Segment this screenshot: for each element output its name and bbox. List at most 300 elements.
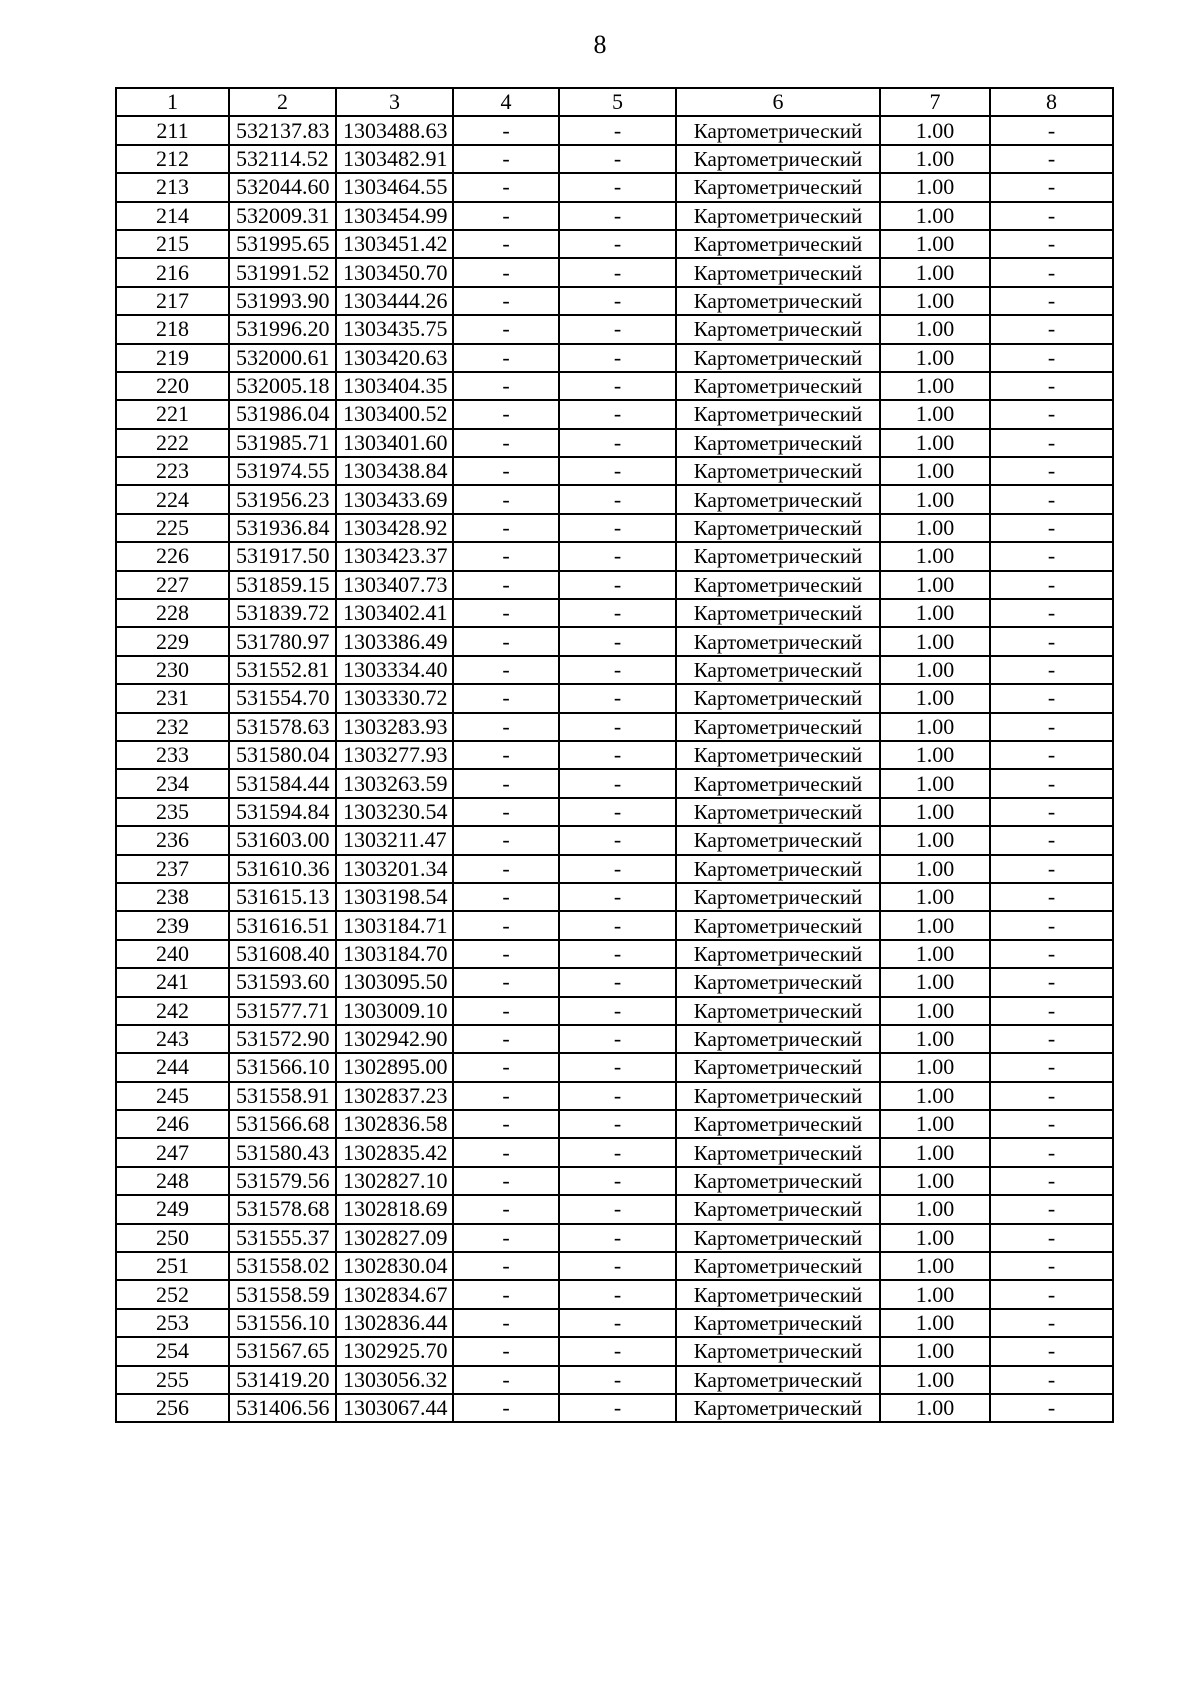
accuracy-cell: 1.00 xyxy=(880,116,990,144)
col-8-value-cell: - xyxy=(990,372,1113,400)
x-coordinate-cell: 531552.81 xyxy=(229,656,336,684)
col-5-value-cell: - xyxy=(559,173,676,201)
point-number-cell: 223 xyxy=(116,457,229,485)
y-coordinate-cell: 1303067.44 xyxy=(336,1394,453,1422)
x-coordinate-cell: 531584.44 xyxy=(229,769,336,797)
x-coordinate-cell: 531556.10 xyxy=(229,1309,336,1337)
accuracy-cell: 1.00 xyxy=(880,883,990,911)
col-4-value-cell: - xyxy=(453,769,559,797)
table-row xyxy=(116,1195,1113,1223)
table-body xyxy=(116,116,1113,1422)
accuracy-cell: 1.00 xyxy=(880,1082,990,1110)
col-5-value-cell: - xyxy=(559,400,676,428)
accuracy-cell: 1.00 xyxy=(880,1252,990,1280)
y-coordinate-cell: 1303201.34 xyxy=(336,855,453,883)
point-number-cell: 231 xyxy=(116,684,229,712)
method-cell: Картометрический xyxy=(676,1366,880,1394)
accuracy-cell: 1.00 xyxy=(880,1025,990,1053)
table-row xyxy=(116,400,1113,428)
table-row xyxy=(116,287,1113,315)
column-header-7: 7 xyxy=(880,88,990,116)
table-row xyxy=(116,1025,1113,1053)
x-coordinate-cell: 531406.56 xyxy=(229,1394,336,1422)
accuracy-cell: 1.00 xyxy=(880,684,990,712)
table-row xyxy=(116,656,1113,684)
col-4-value-cell: - xyxy=(453,599,559,627)
x-coordinate-cell: 531566.10 xyxy=(229,1053,336,1081)
col-5-value-cell: - xyxy=(559,116,676,144)
y-coordinate-cell: 1302942.90 xyxy=(336,1025,453,1053)
col-8-value-cell: - xyxy=(990,826,1113,854)
point-number-cell: 238 xyxy=(116,883,229,911)
method-cell: Картометрический xyxy=(676,457,880,485)
accuracy-cell: 1.00 xyxy=(880,344,990,372)
col-8-value-cell: - xyxy=(990,1110,1113,1138)
point-number-cell: 215 xyxy=(116,230,229,258)
column-header-5: 5 xyxy=(559,88,676,116)
point-number-cell: 234 xyxy=(116,769,229,797)
col-4-value-cell: - xyxy=(453,1394,559,1422)
col-5-value-cell: - xyxy=(559,997,676,1025)
method-cell: Картометрический xyxy=(676,287,880,315)
col-8-value-cell: - xyxy=(990,1280,1113,1308)
col-8-value-cell: - xyxy=(990,855,1113,883)
col-4-value-cell: - xyxy=(453,344,559,372)
x-coordinate-cell: 532005.18 xyxy=(229,372,336,400)
x-coordinate-cell: 531577.71 xyxy=(229,997,336,1025)
point-number-cell: 217 xyxy=(116,287,229,315)
method-cell: Картометрический xyxy=(676,173,880,201)
column-header-4: 4 xyxy=(453,88,559,116)
accuracy-cell: 1.00 xyxy=(880,911,990,939)
point-number-cell: 235 xyxy=(116,798,229,826)
y-coordinate-cell: 1303184.71 xyxy=(336,911,453,939)
y-coordinate-cell: 1303482.91 xyxy=(336,145,453,173)
method-cell: Картометрический xyxy=(676,230,880,258)
point-number-cell: 240 xyxy=(116,940,229,968)
table-row xyxy=(116,1280,1113,1308)
col-8-value-cell: - xyxy=(990,485,1113,513)
method-cell: Картометрический xyxy=(676,344,880,372)
y-coordinate-cell: 1303263.59 xyxy=(336,769,453,797)
table-row xyxy=(116,599,1113,627)
method-cell: Картометрический xyxy=(676,202,880,230)
table-row xyxy=(116,855,1113,883)
table-row xyxy=(116,542,1113,570)
point-number-cell: 219 xyxy=(116,344,229,372)
point-number-cell: 225 xyxy=(116,514,229,542)
accuracy-cell: 1.00 xyxy=(880,968,990,996)
col-4-value-cell: - xyxy=(453,940,559,968)
method-cell: Картометрический xyxy=(676,1195,880,1223)
col-5-value-cell: - xyxy=(559,514,676,542)
accuracy-cell: 1.00 xyxy=(880,826,990,854)
y-coordinate-cell: 1302827.10 xyxy=(336,1167,453,1195)
accuracy-cell: 1.00 xyxy=(880,400,990,428)
point-number-cell: 220 xyxy=(116,372,229,400)
method-cell: Картометрический xyxy=(676,542,880,570)
col-5-value-cell: - xyxy=(559,1366,676,1394)
table-row xyxy=(116,911,1113,939)
accuracy-cell: 1.00 xyxy=(880,769,990,797)
table-row xyxy=(116,684,1113,712)
point-number-cell: 243 xyxy=(116,1025,229,1053)
point-number-cell: 239 xyxy=(116,911,229,939)
accuracy-cell: 1.00 xyxy=(880,1309,990,1337)
point-number-cell: 249 xyxy=(116,1195,229,1223)
x-coordinate-cell: 532009.31 xyxy=(229,202,336,230)
accuracy-cell: 1.00 xyxy=(880,1366,990,1394)
col-4-value-cell: - xyxy=(453,514,559,542)
method-cell: Картометрический xyxy=(676,145,880,173)
table-row xyxy=(116,344,1113,372)
point-number-cell: 252 xyxy=(116,1280,229,1308)
point-number-cell: 246 xyxy=(116,1110,229,1138)
col-5-value-cell: - xyxy=(559,1280,676,1308)
col-8-value-cell: - xyxy=(990,145,1113,173)
point-number-cell: 232 xyxy=(116,713,229,741)
method-cell: Картометрический xyxy=(676,656,880,684)
y-coordinate-cell: 1303401.60 xyxy=(336,429,453,457)
y-coordinate-cell: 1303009.10 xyxy=(336,997,453,1025)
y-coordinate-cell: 1303404.35 xyxy=(336,372,453,400)
col-5-value-cell: - xyxy=(559,372,676,400)
x-coordinate-cell: 531996.20 xyxy=(229,315,336,343)
method-cell: Картометрический xyxy=(676,571,880,599)
table-row xyxy=(116,372,1113,400)
column-header-8: 8 xyxy=(990,88,1113,116)
y-coordinate-cell: 1303211.47 xyxy=(336,826,453,854)
y-coordinate-cell: 1302925.70 xyxy=(336,1337,453,1365)
x-coordinate-cell: 532000.61 xyxy=(229,344,336,372)
y-coordinate-cell: 1303230.54 xyxy=(336,798,453,826)
col-5-value-cell: - xyxy=(559,1224,676,1252)
col-8-value-cell: - xyxy=(990,400,1113,428)
y-coordinate-cell: 1302837.23 xyxy=(336,1082,453,1110)
accuracy-cell: 1.00 xyxy=(880,656,990,684)
col-8-value-cell: - xyxy=(990,911,1113,939)
point-number-cell: 213 xyxy=(116,173,229,201)
col-8-value-cell: - xyxy=(990,571,1113,599)
y-coordinate-cell: 1303454.99 xyxy=(336,202,453,230)
col-4-value-cell: - xyxy=(453,1252,559,1280)
point-number-cell: 221 xyxy=(116,400,229,428)
col-5-value-cell: - xyxy=(559,1082,676,1110)
point-number-cell: 236 xyxy=(116,826,229,854)
table-row xyxy=(116,315,1113,343)
col-5-value-cell: - xyxy=(559,968,676,996)
table-row xyxy=(116,485,1113,513)
col-8-value-cell: - xyxy=(990,1082,1113,1110)
x-coordinate-cell: 531578.68 xyxy=(229,1195,336,1223)
col-4-value-cell: - xyxy=(453,826,559,854)
col-5-value-cell: - xyxy=(559,1394,676,1422)
col-5-value-cell: - xyxy=(559,599,676,627)
col-5-value-cell: - xyxy=(559,826,676,854)
accuracy-cell: 1.00 xyxy=(880,514,990,542)
point-number-cell: 253 xyxy=(116,1309,229,1337)
col-4-value-cell: - xyxy=(453,713,559,741)
x-coordinate-cell: 531780.97 xyxy=(229,627,336,655)
col-5-value-cell: - xyxy=(559,911,676,939)
point-number-cell: 230 xyxy=(116,656,229,684)
col-5-value-cell: - xyxy=(559,684,676,712)
col-4-value-cell: - xyxy=(453,1110,559,1138)
accuracy-cell: 1.00 xyxy=(880,173,990,201)
col-8-value-cell: - xyxy=(990,287,1113,315)
table-row xyxy=(116,940,1113,968)
page-number: 8 xyxy=(593,30,607,59)
x-coordinate-cell: 531991.52 xyxy=(229,258,336,286)
point-number-cell: 256 xyxy=(116,1394,229,1422)
table-row xyxy=(116,997,1113,1025)
point-number-cell: 212 xyxy=(116,145,229,173)
accuracy-cell: 1.00 xyxy=(880,741,990,769)
x-coordinate-cell: 531580.04 xyxy=(229,741,336,769)
method-cell: Картометрический xyxy=(676,883,880,911)
table-row xyxy=(116,1053,1113,1081)
table-row xyxy=(116,1309,1113,1337)
method-cell: Картометрический xyxy=(676,911,880,939)
column-header-3: 3 xyxy=(336,88,453,116)
col-8-value-cell: - xyxy=(990,173,1113,201)
point-number-cell: 237 xyxy=(116,855,229,883)
col-4-value-cell: - xyxy=(453,485,559,513)
x-coordinate-cell: 531578.63 xyxy=(229,713,336,741)
col-8-value-cell: - xyxy=(990,1025,1113,1053)
point-number-cell: 211 xyxy=(116,116,229,144)
table-row xyxy=(116,258,1113,286)
accuracy-cell: 1.00 xyxy=(880,145,990,173)
point-number-cell: 244 xyxy=(116,1053,229,1081)
col-8-value-cell: - xyxy=(990,344,1113,372)
table-row xyxy=(116,1110,1113,1138)
col-4-value-cell: - xyxy=(453,400,559,428)
col-4-value-cell: - xyxy=(453,741,559,769)
accuracy-cell: 1.00 xyxy=(880,599,990,627)
col-5-value-cell: - xyxy=(559,429,676,457)
col-8-value-cell: - xyxy=(990,1224,1113,1252)
y-coordinate-cell: 1303435.75 xyxy=(336,315,453,343)
x-coordinate-cell: 531593.60 xyxy=(229,968,336,996)
accuracy-cell: 1.00 xyxy=(880,1167,990,1195)
y-coordinate-cell: 1303428.92 xyxy=(336,514,453,542)
x-coordinate-cell: 532137.83 xyxy=(229,116,336,144)
accuracy-cell: 1.00 xyxy=(880,485,990,513)
accuracy-cell: 1.00 xyxy=(880,202,990,230)
accuracy-cell: 1.00 xyxy=(880,287,990,315)
col-5-value-cell: - xyxy=(559,1025,676,1053)
col-4-value-cell: - xyxy=(453,1224,559,1252)
col-8-value-cell: - xyxy=(990,514,1113,542)
col-4-value-cell: - xyxy=(453,656,559,684)
method-cell: Картометрический xyxy=(676,1082,880,1110)
col-4-value-cell: - xyxy=(453,230,559,258)
col-4-value-cell: - xyxy=(453,145,559,173)
method-cell: Картометрический xyxy=(676,599,880,627)
x-coordinate-cell: 531917.50 xyxy=(229,542,336,570)
x-coordinate-cell: 531554.70 xyxy=(229,684,336,712)
col-4-value-cell: - xyxy=(453,1366,559,1394)
accuracy-cell: 1.00 xyxy=(880,798,990,826)
method-cell: Картометрический xyxy=(676,684,880,712)
method-cell: Картометрический xyxy=(676,1394,880,1422)
table-row xyxy=(116,769,1113,797)
col-4-value-cell: - xyxy=(453,542,559,570)
y-coordinate-cell: 1303095.50 xyxy=(336,968,453,996)
col-8-value-cell: - xyxy=(990,116,1113,144)
y-coordinate-cell: 1303386.49 xyxy=(336,627,453,655)
accuracy-cell: 1.00 xyxy=(880,627,990,655)
accuracy-cell: 1.00 xyxy=(880,230,990,258)
col-5-value-cell: - xyxy=(559,344,676,372)
y-coordinate-cell: 1303334.40 xyxy=(336,656,453,684)
x-coordinate-cell: 531419.20 xyxy=(229,1366,336,1394)
col-4-value-cell: - xyxy=(453,997,559,1025)
point-number-cell: 233 xyxy=(116,741,229,769)
col-8-value-cell: - xyxy=(990,1053,1113,1081)
point-number-cell: 241 xyxy=(116,968,229,996)
table-row xyxy=(116,1167,1113,1195)
x-coordinate-cell: 531616.51 xyxy=(229,911,336,939)
y-coordinate-cell: 1303438.84 xyxy=(336,457,453,485)
accuracy-cell: 1.00 xyxy=(880,997,990,1025)
x-coordinate-cell: 531974.55 xyxy=(229,457,336,485)
y-coordinate-cell: 1303433.69 xyxy=(336,485,453,513)
x-coordinate-cell: 531615.13 xyxy=(229,883,336,911)
table-row xyxy=(116,1366,1113,1394)
accuracy-cell: 1.00 xyxy=(880,940,990,968)
point-number-cell: 216 xyxy=(116,258,229,286)
col-4-value-cell: - xyxy=(453,116,559,144)
y-coordinate-cell: 1303198.54 xyxy=(336,883,453,911)
table-row xyxy=(116,457,1113,485)
point-number-cell: 250 xyxy=(116,1224,229,1252)
col-8-value-cell: - xyxy=(990,713,1113,741)
table-row xyxy=(116,1337,1113,1365)
y-coordinate-cell: 1303400.52 xyxy=(336,400,453,428)
method-cell: Картометрический xyxy=(676,1280,880,1308)
col-8-value-cell: - xyxy=(990,542,1113,570)
y-coordinate-cell: 1303056.32 xyxy=(336,1366,453,1394)
col-5-value-cell: - xyxy=(559,883,676,911)
method-cell: Картометрический xyxy=(676,940,880,968)
method-cell: Картометрический xyxy=(676,258,880,286)
col-5-value-cell: - xyxy=(559,457,676,485)
col-4-value-cell: - xyxy=(453,1337,559,1365)
point-number-cell: 247 xyxy=(116,1138,229,1166)
x-coordinate-cell: 531608.40 xyxy=(229,940,336,968)
y-coordinate-cell: 1302836.58 xyxy=(336,1110,453,1138)
point-number-cell: 226 xyxy=(116,542,229,570)
table-row xyxy=(116,202,1113,230)
accuracy-cell: 1.00 xyxy=(880,571,990,599)
accuracy-cell: 1.00 xyxy=(880,372,990,400)
column-header-6: 6 xyxy=(676,88,880,116)
col-5-value-cell: - xyxy=(559,940,676,968)
y-coordinate-cell: 1303402.41 xyxy=(336,599,453,627)
method-cell: Картометрический xyxy=(676,741,880,769)
x-coordinate-cell: 531603.00 xyxy=(229,826,336,854)
method-cell: Картометрический xyxy=(676,1309,880,1337)
x-coordinate-cell: 531566.68 xyxy=(229,1110,336,1138)
accuracy-cell: 1.00 xyxy=(880,1053,990,1081)
table-row xyxy=(116,571,1113,599)
accuracy-cell: 1.00 xyxy=(880,457,990,485)
col-4-value-cell: - xyxy=(453,173,559,201)
col-5-value-cell: - xyxy=(559,741,676,769)
y-coordinate-cell: 1303464.55 xyxy=(336,173,453,201)
col-8-value-cell: - xyxy=(990,656,1113,684)
table-row xyxy=(116,514,1113,542)
y-coordinate-cell: 1303184.70 xyxy=(336,940,453,968)
col-5-value-cell: - xyxy=(559,315,676,343)
point-number-cell: 245 xyxy=(116,1082,229,1110)
x-coordinate-cell: 531580.43 xyxy=(229,1138,336,1166)
x-coordinate-cell: 531995.65 xyxy=(229,230,336,258)
method-cell: Картометрический xyxy=(676,514,880,542)
y-coordinate-cell: 1303451.42 xyxy=(336,230,453,258)
col-4-value-cell: - xyxy=(453,457,559,485)
accuracy-cell: 1.00 xyxy=(880,258,990,286)
col-5-value-cell: - xyxy=(559,1337,676,1365)
col-8-value-cell: - xyxy=(990,230,1113,258)
x-coordinate-cell: 531558.59 xyxy=(229,1280,336,1308)
col-5-value-cell: - xyxy=(559,855,676,883)
col-8-value-cell: - xyxy=(990,315,1113,343)
x-coordinate-cell: 532044.60 xyxy=(229,173,336,201)
col-5-value-cell: - xyxy=(559,230,676,258)
col-4-value-cell: - xyxy=(453,684,559,712)
accuracy-cell: 1.00 xyxy=(880,1224,990,1252)
method-cell: Картометрический xyxy=(676,1025,880,1053)
x-coordinate-cell: 531986.04 xyxy=(229,400,336,428)
point-number-cell: 229 xyxy=(116,627,229,655)
method-cell: Картометрический xyxy=(676,1224,880,1252)
col-8-value-cell: - xyxy=(990,627,1113,655)
x-coordinate-cell: 531985.71 xyxy=(229,429,336,457)
col-8-value-cell: - xyxy=(990,741,1113,769)
point-number-cell: 242 xyxy=(116,997,229,1025)
x-coordinate-cell: 532114.52 xyxy=(229,145,336,173)
method-cell: Картометрический xyxy=(676,485,880,513)
accuracy-cell: 1.00 xyxy=(880,1110,990,1138)
col-8-value-cell: - xyxy=(990,968,1113,996)
col-4-value-cell: - xyxy=(453,1138,559,1166)
col-8-value-cell: - xyxy=(990,457,1113,485)
method-cell: Картометрический xyxy=(676,1337,880,1365)
table-header xyxy=(116,88,1113,116)
method-cell: Картометрический xyxy=(676,1053,880,1081)
method-cell: Картометрический xyxy=(676,713,880,741)
col-5-value-cell: - xyxy=(559,798,676,826)
col-8-value-cell: - xyxy=(990,1309,1113,1337)
table-row xyxy=(116,145,1113,173)
point-number-cell: 248 xyxy=(116,1167,229,1195)
col-5-value-cell: - xyxy=(559,1138,676,1166)
col-8-value-cell: - xyxy=(990,1337,1113,1365)
col-5-value-cell: - xyxy=(559,571,676,599)
col-4-value-cell: - xyxy=(453,287,559,315)
table-row xyxy=(116,1252,1113,1280)
x-coordinate-cell: 531956.23 xyxy=(229,485,336,513)
method-cell: Картометрический xyxy=(676,997,880,1025)
accuracy-cell: 1.00 xyxy=(880,429,990,457)
y-coordinate-cell: 1302834.67 xyxy=(336,1280,453,1308)
col-4-value-cell: - xyxy=(453,1082,559,1110)
point-number-cell: 228 xyxy=(116,599,229,627)
method-cell: Картометрический xyxy=(676,968,880,996)
